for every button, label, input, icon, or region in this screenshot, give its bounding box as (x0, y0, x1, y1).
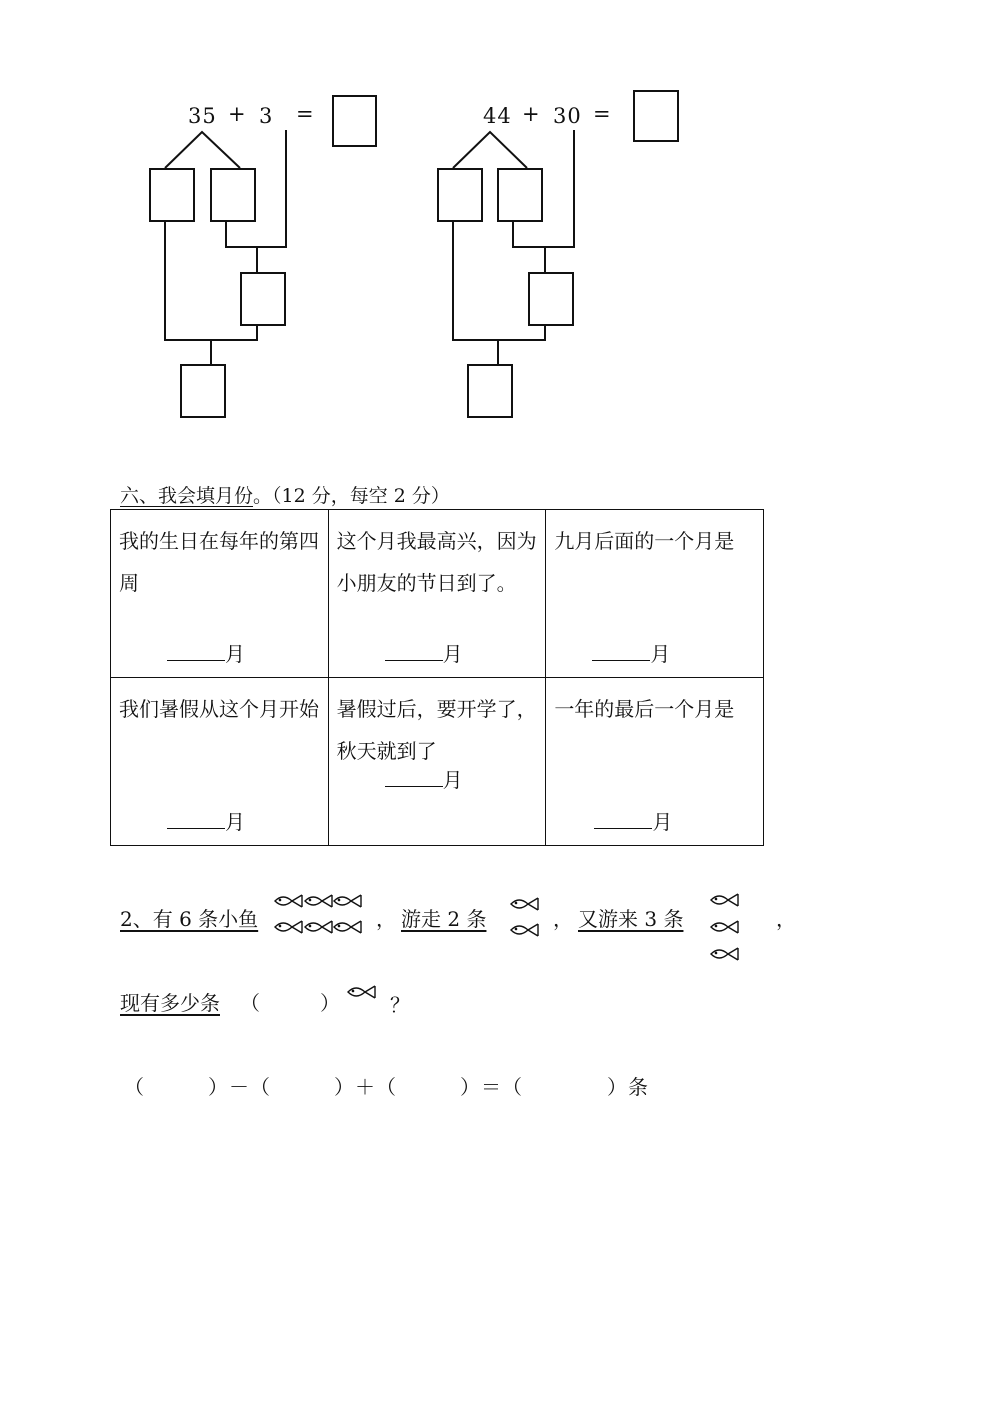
problem-b-equals: = (593, 102, 612, 126)
month-cell-1-text: 我的生日在每年的第四周 (119, 529, 319, 595)
problem-a-term2: 3 (259, 104, 274, 128)
problem-b-term2: 30 (553, 104, 582, 128)
q2-comma2: ， (553, 907, 573, 931)
fish-icon (272, 890, 364, 938)
q2-part4: 现有多少条 (120, 991, 220, 1015)
month-blank-1[interactable] (167, 636, 225, 661)
fish-single (346, 982, 378, 1006)
month-cell-3 (546, 510, 764, 678)
connector-lines (0, 0, 1000, 460)
fish-icon (346, 982, 378, 1002)
month-cell-1 (111, 510, 329, 678)
q2-part1: 2、有 6 条小鱼 (120, 907, 259, 931)
month-cell-4-text: 我们暑假从这个月开始 (119, 697, 319, 721)
q2-comma3: ， (776, 907, 796, 931)
month-blank-3[interactable] (592, 636, 650, 661)
month-suffix: 月 (442, 768, 463, 792)
month-suffix: 月 (225, 642, 245, 666)
problem-a-plus: + (228, 102, 247, 126)
section-6-title-main: 六、我会填月份 (120, 485, 254, 507)
fish-icon (509, 894, 541, 942)
month-cell-3-text: 九月后面的一个月是 (554, 529, 735, 553)
q2-question-mark: ？ (390, 993, 410, 1017)
problem-b-term1: 44 (483, 104, 512, 128)
month-suffix: 月 (652, 810, 673, 834)
month-suffix: 月 (650, 642, 671, 666)
problem-a-term1: 35 (188, 104, 217, 128)
q2-part3: 又游来 3 条 (578, 907, 684, 931)
month-cell-2 (328, 510, 546, 678)
q2-part2: 游走 2 条 (401, 907, 487, 931)
month-table (110, 509, 764, 846)
month-cell-6-text: 一年的最后一个月是 (554, 697, 735, 721)
month-cell-2-text: 这个月我最高兴，因为小朋友的节日到了。 (336, 529, 537, 595)
month-blank-5[interactable] (385, 762, 443, 787)
section-6-title (120, 481, 450, 508)
month-cell-4 (111, 678, 329, 846)
section-6-title-rest: 。（12 分，每空 2 分） (253, 485, 450, 507)
problem-b-plus: + (522, 102, 541, 126)
q2-answer-paren[interactable]: （ ） (240, 991, 340, 1015)
month-suffix: 月 (442, 642, 463, 666)
month-suffix: 月 (225, 810, 245, 834)
q2-comma1: ， (376, 907, 396, 931)
problem-a-equals: = (296, 102, 315, 126)
month-blank-4[interactable] (167, 804, 225, 829)
fish-group-three (709, 890, 741, 970)
month-blank-2[interactable] (385, 636, 443, 661)
month-cell-5-text: 暑假过后，要开学了，秋天就到了 (336, 697, 537, 763)
fish-group-two (509, 894, 541, 946)
month-cell-5 (328, 678, 546, 846)
month-blank-6[interactable] (594, 804, 652, 829)
month-cell-6 (546, 678, 764, 846)
q2-equation[interactable]: （ ）－（ ）＋（ ）＝（ ）条 (124, 1075, 649, 1099)
fish-group-six (272, 890, 364, 942)
fish-icon (709, 890, 741, 966)
